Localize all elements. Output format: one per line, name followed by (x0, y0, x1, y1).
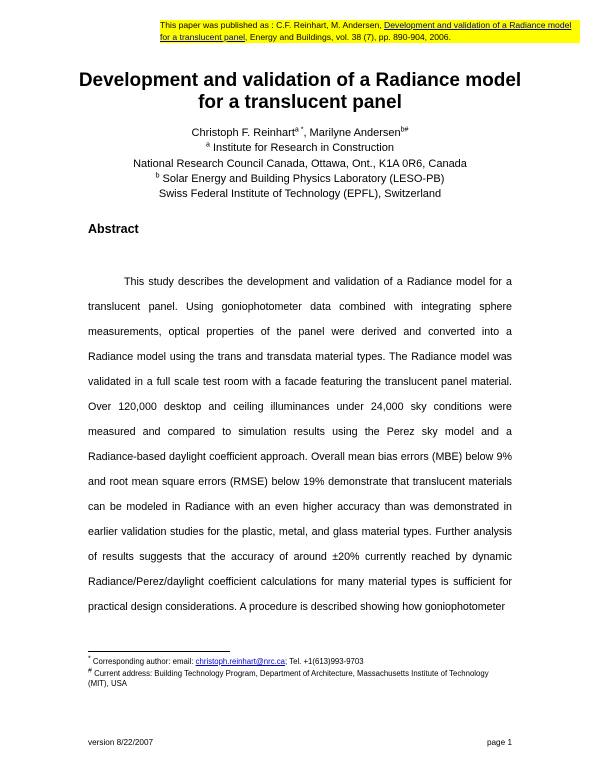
author-2: , Marilyne Andersen (303, 127, 401, 139)
abstract-line: can be modeled in Radiance with an even higher accuracy than was demonstrated in (88, 501, 512, 513)
publication-notice (160, 20, 580, 43)
paper-title (60, 70, 540, 114)
affiliation-text: National Research Council Canada, Ottawa, Ont., K1A 0R6, Canada (133, 158, 467, 170)
version-footer: version 8/22/2007 (88, 738, 154, 747)
abstract-line: This study describes the development and validation of a Radiance model for a (124, 276, 512, 288)
notice-prefix: This paper was published as : C.F. Reinhart, M. Andersen, (160, 20, 385, 30)
abstract-line: and root mean square errors (RMSE) below 19% demonstrate that translucent materials (88, 476, 512, 488)
affiliation-line (60, 158, 540, 171)
affiliation-line (60, 173, 540, 186)
author-1-sup: a * (294, 126, 304, 134)
abstract-line: measured and compared to simulation results using the Perez sky model and a (88, 426, 512, 438)
footnote-1-prefix: Corresponding author: email: (90, 657, 196, 666)
abstract-line: measurements, optical properties of the panel were derived and converted into a (88, 326, 512, 338)
abstract-heading: Abstract (88, 222, 139, 236)
abstract-line: Radiance model using the trans and transdata material types. The Radiance model was (88, 351, 512, 363)
author-2-sup: b# (400, 126, 409, 134)
abstract-line: translucent panel. Using goniophotometer data combined with integrating sphere (88, 301, 512, 313)
abstract-line: practical design considerations. A procedure is described showing how goniophotometer (88, 601, 506, 613)
affiliation-text: Swiss Federal Institute of Technology (EPFL), Switzerland (158, 188, 442, 200)
notice-suffix: , Energy and Buildings, vol. 38 (7), pp. 890-904, 2006. (245, 31, 451, 42)
abstract-line: Radiance/Perez/daylight coefficient calculations for many material types is sufficient for (88, 576, 512, 588)
abstract-line: validated in a full scale test room with a facade featuring the translucent panel material. (88, 376, 512, 388)
author-1: Christoph F. Reinhart (191, 127, 295, 139)
affiliation-line (60, 188, 540, 201)
footnote-divider (88, 651, 230, 652)
footnote-2 (88, 669, 508, 689)
affiliation-sup: a (206, 141, 210, 149)
notice-link[interactable]: Development and validation of a Radiance model for a translucent panel (160, 20, 572, 42)
footnote-1-suffix: ; Tel. +1(613)993-9703 (285, 657, 364, 666)
abstract-line: earlier validation studies for the plastic, metal, and glass material types. Further analysis (88, 526, 512, 538)
page-number: page 1 (486, 738, 512, 747)
abstract-line: of results suggests that the accuracy of around ±20% currently reached by dynamic (88, 551, 512, 563)
title-line-1: Development and validation of a Radiance model (78, 70, 522, 91)
footnote-2-sup: # (88, 667, 92, 675)
abstract-line: Radiance-based daylight coefficient approach. Overall mean bias errors (MBE) below 9% (88, 451, 512, 463)
footnote-2-text: Current address: Building Technology Program, Department of Architecture, Massachusetts Institute of Technology (MIT), USA (88, 669, 489, 688)
affiliation-line (60, 142, 540, 155)
affiliation-text: Institute for Research in Construction (209, 142, 394, 154)
abstract-line: Over 120,000 desktop and ceiling illuminances under 24,000 sky conditions were (88, 401, 512, 413)
author-email-link[interactable]: christoph.reinhart@nrc.ca (195, 657, 286, 666)
footnote-1 (88, 657, 508, 667)
affiliation-sup: b (155, 172, 160, 180)
title-line-2: for a translucent panel (198, 92, 402, 113)
authors (60, 127, 540, 140)
affiliation-text: Solar Energy and Building Physics Laboratory (LESO-PB) (159, 173, 445, 185)
footnote-1-sup: * (88, 655, 91, 663)
